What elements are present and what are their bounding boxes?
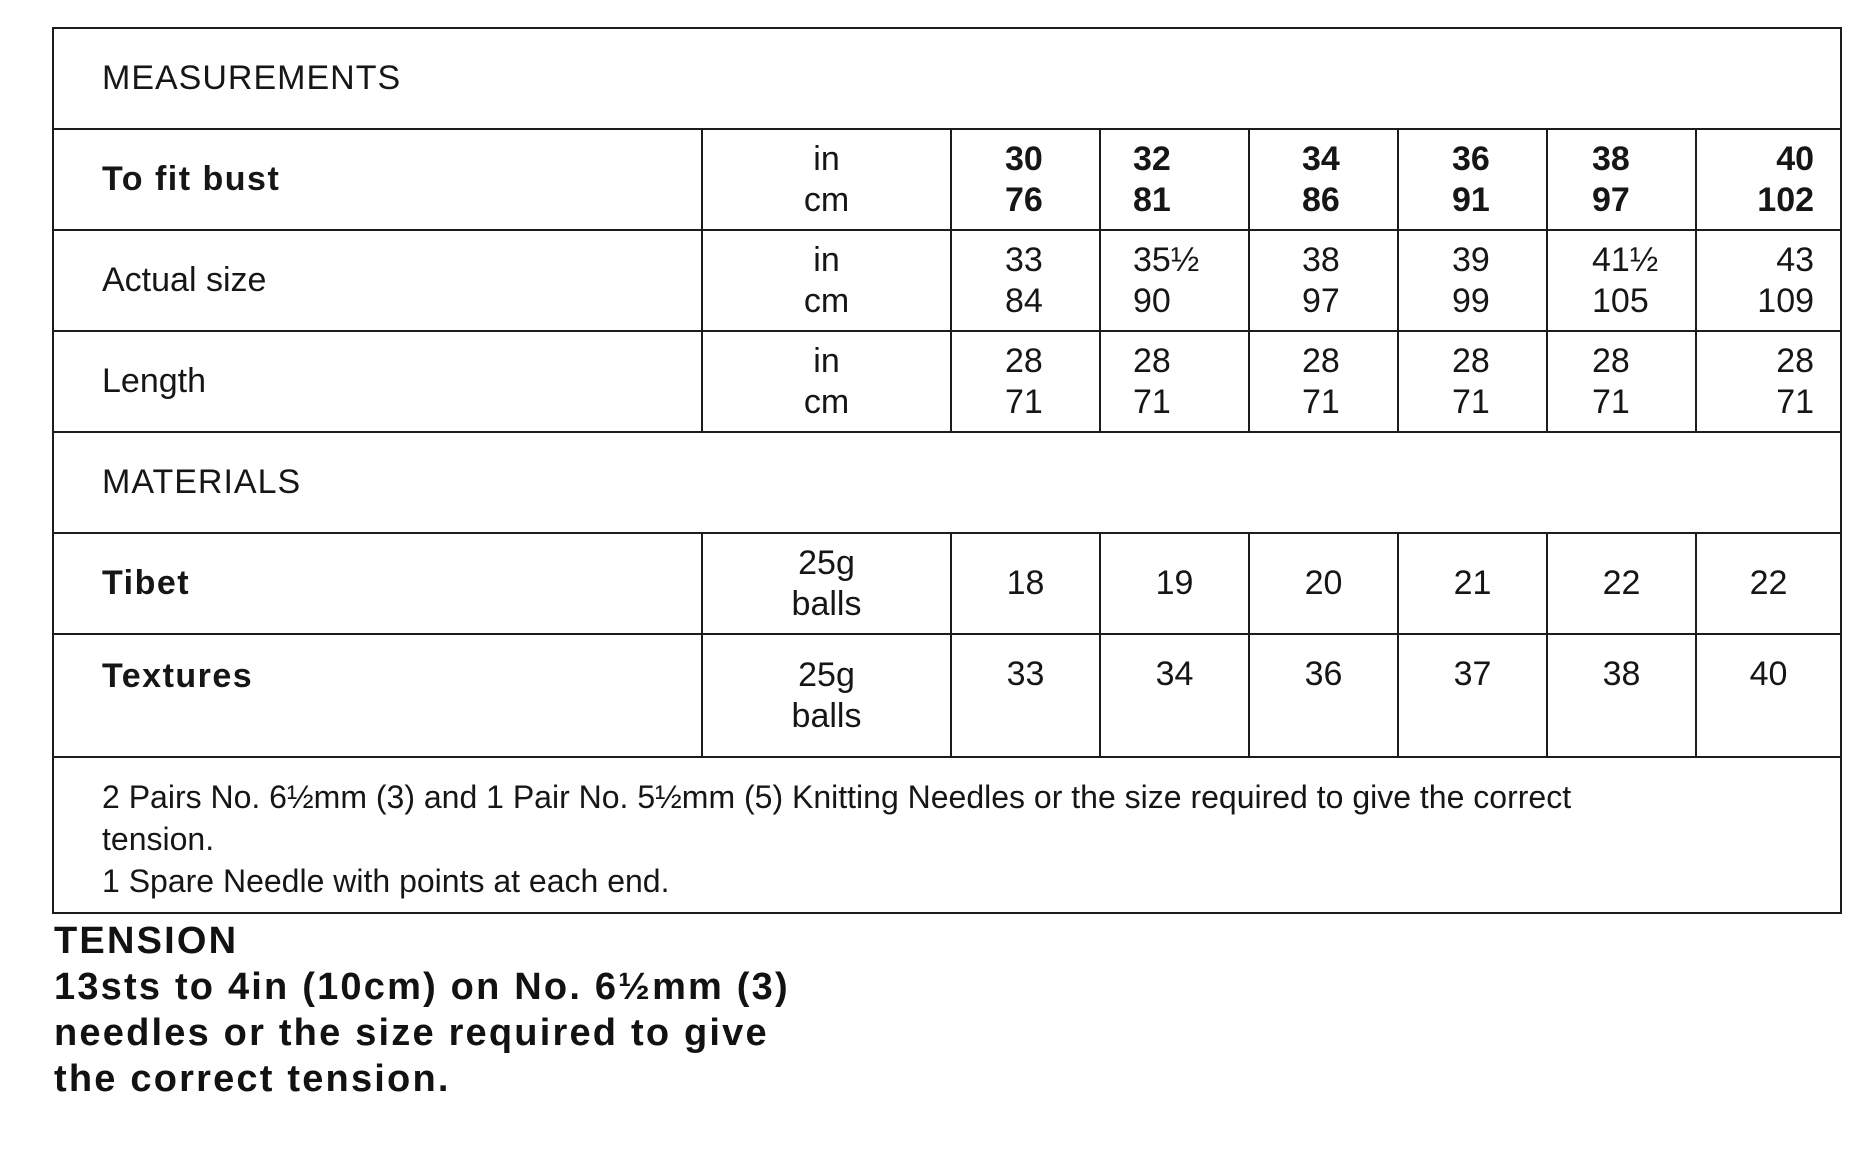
actual-size-5: 41½ 105	[1547, 230, 1696, 331]
tension-section	[54, 918, 790, 1102]
tension-heading: TENSION	[54, 920, 239, 962]
bust-size-3: 34 86	[1249, 129, 1398, 230]
tibet-qty-6: 22	[1696, 533, 1841, 634]
actual-size-units	[702, 230, 951, 331]
tibet-qty-1: 18	[951, 533, 1100, 634]
tension-line-1: 13sts to 4in (10cm) on No. 6½mm (3)	[54, 966, 790, 1008]
textures-row	[53, 634, 1841, 757]
textures-label: Textures	[53, 634, 702, 757]
unit-in: in	[813, 139, 840, 178]
length-1: 28 71	[951, 331, 1100, 432]
bust-size-4: 36 91	[1398, 129, 1547, 230]
tension-line-3: the correct tension.	[54, 1058, 451, 1100]
actual-size-row	[53, 230, 1841, 331]
length-label: Length	[53, 331, 702, 432]
unit-in: in	[813, 341, 840, 380]
length-6: 28 71	[1696, 331, 1841, 432]
tibet-qty-2: 19	[1100, 533, 1249, 634]
unit-cm: cm	[803, 180, 850, 219]
tension-line-2: needles or the size required to give	[54, 1012, 769, 1054]
spare-needle-line: 1 Spare Needle with points at each end.	[102, 863, 670, 899]
measurements-materials-table	[52, 27, 1840, 914]
tibet-qty-3: 20	[1249, 533, 1398, 634]
bust-size-1: 30 76	[951, 129, 1100, 230]
actual-size-1: 33 84	[951, 230, 1100, 331]
textures-qty-5: 38	[1547, 634, 1696, 757]
length-2: 28 71	[1100, 331, 1249, 432]
materials-heading-row	[53, 432, 1841, 533]
needles-line-2: tension.	[102, 821, 215, 857]
actual-size-4: 39 99	[1398, 230, 1547, 331]
unit-cm: cm	[803, 281, 850, 320]
tibet-qty-4: 21	[1398, 533, 1547, 634]
unit-balls: balls	[791, 584, 862, 623]
textures-units	[702, 634, 951, 757]
length-4: 28 71	[1398, 331, 1547, 432]
bust-size-2: 32 81	[1100, 129, 1249, 230]
length-3: 28 71	[1249, 331, 1398, 432]
length-units	[702, 331, 951, 432]
tibet-label: Tibet	[53, 533, 702, 634]
tibet-qty-5: 22	[1547, 533, 1696, 634]
textures-qty-6: 40	[1696, 634, 1841, 757]
tibet-units	[702, 533, 951, 634]
needles-notes	[53, 757, 1841, 913]
unit-weight: 25g	[798, 655, 855, 694]
measurements-heading: MEASUREMENTS	[53, 28, 1841, 129]
actual-size-2: 35½ 90	[1100, 230, 1249, 331]
bust-size-5: 38 97	[1547, 129, 1696, 230]
measurements-heading-row	[53, 28, 1841, 129]
textures-qty-4: 37	[1398, 634, 1547, 757]
textures-qty-1: 33	[951, 634, 1100, 757]
unit-cm: cm	[803, 382, 850, 421]
needles-line-1: 2 Pairs No. 6½mm (3) and 1 Pair No. 5½mm (5) Knitting Needles or the size required to give the correct	[102, 779, 1572, 815]
textures-qty-3: 36	[1249, 634, 1398, 757]
actual-size-6: 43 109	[1696, 230, 1841, 331]
actual-size-label: Actual size	[53, 230, 702, 331]
bust-size-6: 40 102	[1696, 129, 1841, 230]
length-row	[53, 331, 1841, 432]
length-5: 28 71	[1547, 331, 1696, 432]
textures-qty-2: 34	[1100, 634, 1249, 757]
unit-weight: 25g	[798, 543, 855, 582]
unit-balls: balls	[791, 696, 862, 735]
bust-label: To fit bust	[53, 129, 702, 230]
tibet-row	[53, 533, 1841, 634]
needles-notes-row	[53, 757, 1841, 913]
bust-units	[702, 129, 951, 230]
actual-size-3: 38 97	[1249, 230, 1398, 331]
bust-row	[53, 129, 1841, 230]
materials-heading: MATERIALS	[53, 432, 1841, 533]
unit-in: in	[813, 240, 840, 279]
